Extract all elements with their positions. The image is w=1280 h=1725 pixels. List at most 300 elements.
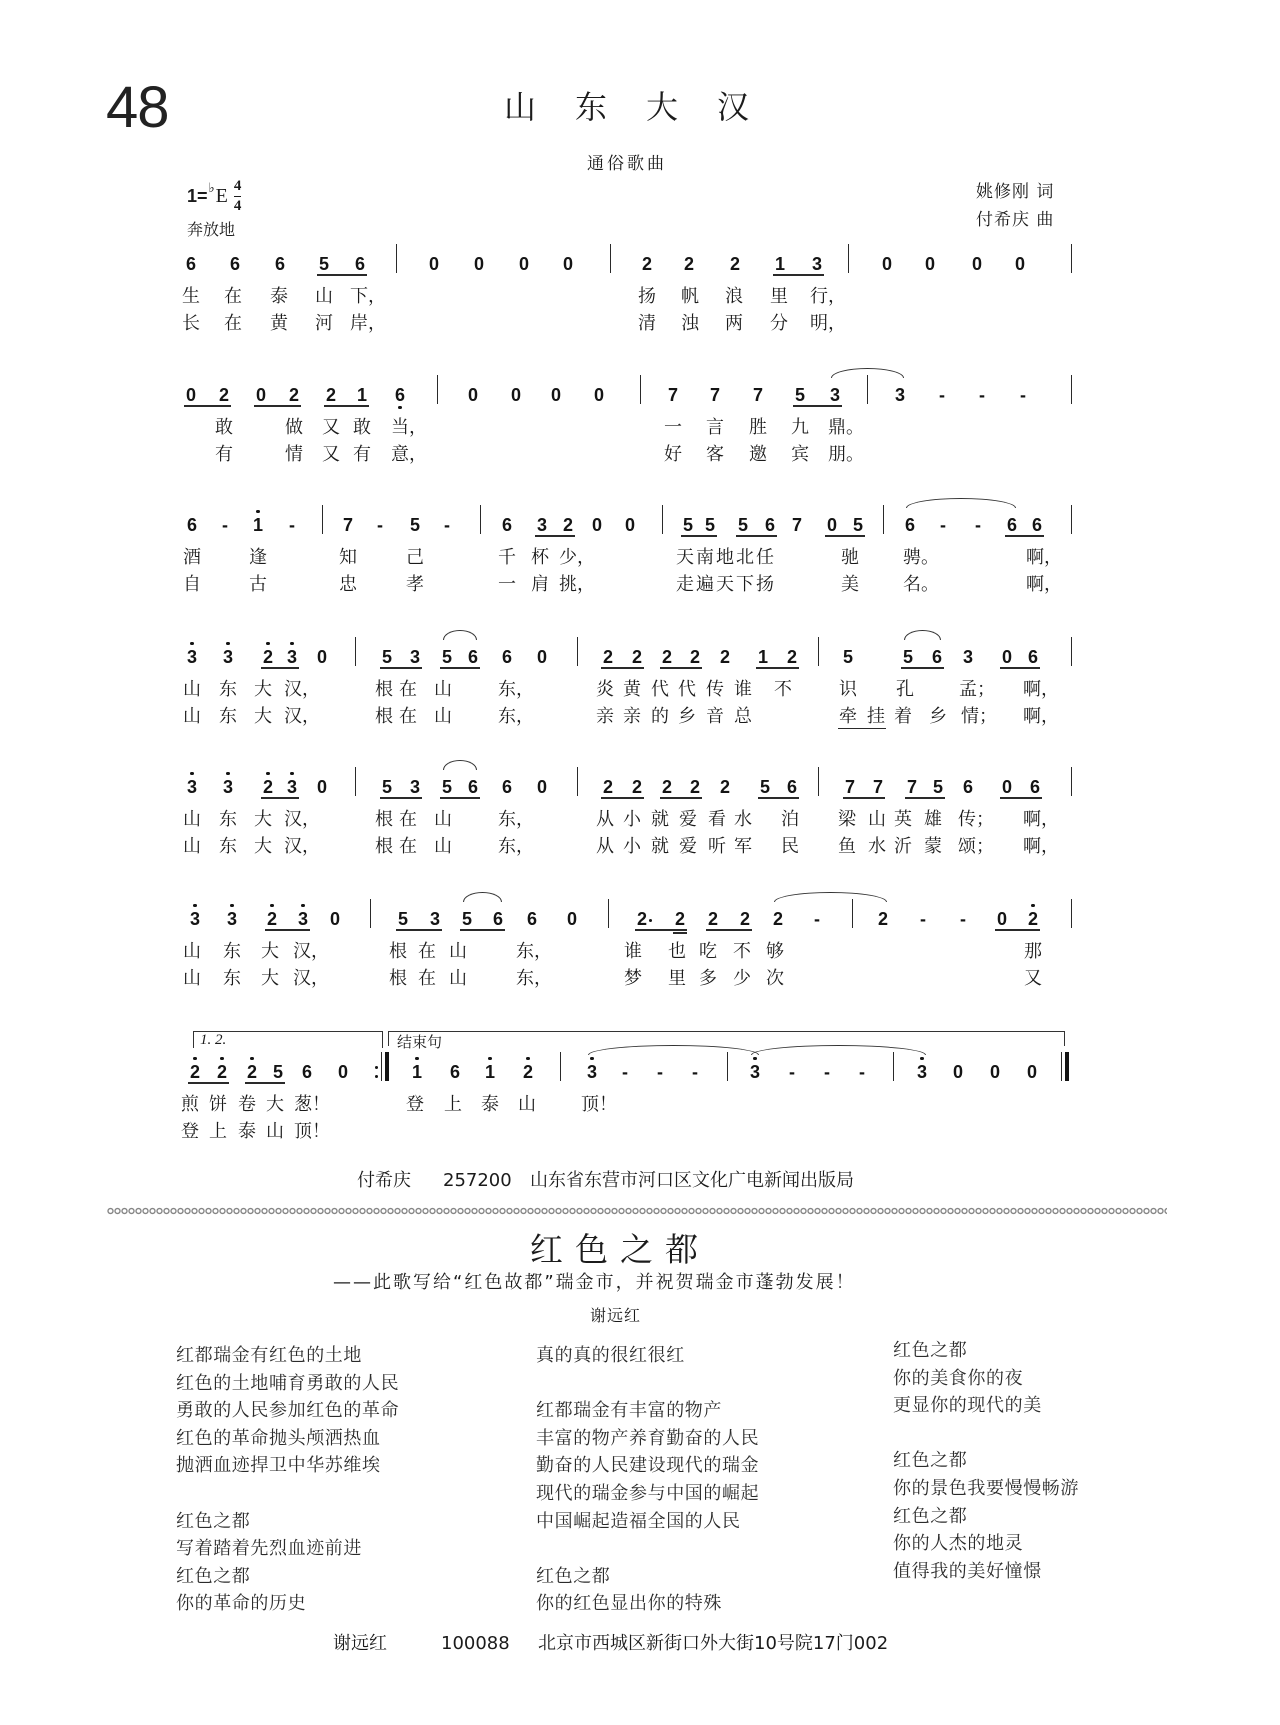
barline xyxy=(1071,244,1072,273)
lyric-syllable: 名。 xyxy=(903,574,939,595)
note: 3 xyxy=(186,647,197,667)
extension-dash: - xyxy=(960,909,966,929)
lyric-syllable: 遍 xyxy=(696,574,714,595)
rest: 0 xyxy=(826,515,837,535)
note: 7 xyxy=(906,777,917,797)
lyric-syllable: 情 xyxy=(285,444,303,465)
beam-underline xyxy=(736,535,777,537)
lyric-syllable: 又 xyxy=(322,444,340,465)
lyric-syllable: 山 xyxy=(183,679,201,700)
slur-arc xyxy=(831,368,904,378)
lyric-syllable: 啊， xyxy=(1026,547,1062,568)
poem-line: 红色的土地哺育勇敢的人民 xyxy=(176,1372,400,1394)
barline xyxy=(1071,767,1072,796)
note: 2 xyxy=(719,647,730,667)
lyric-syllable: 扬 xyxy=(638,286,656,307)
octave-dot-above xyxy=(230,904,233,907)
poem-line: 你的美食你的夜 xyxy=(893,1367,1024,1389)
lyric-syllable: 黄 xyxy=(623,679,641,700)
lyric-syllable: 在 xyxy=(399,706,417,727)
note: 2 xyxy=(877,909,888,929)
lyric-syllable: 里 xyxy=(770,286,788,307)
lyric-syllable: 山 xyxy=(518,1094,536,1115)
octave-dot-above xyxy=(220,1057,223,1060)
lyric-syllable: 山 xyxy=(183,968,201,989)
lyric-syllable: 根 xyxy=(375,706,393,727)
note: 7 xyxy=(342,515,353,535)
note: 1 xyxy=(774,254,785,274)
lyric-syllable: 着 xyxy=(894,706,912,727)
lyricist-credit: 姚修刚 词 xyxy=(976,182,1055,202)
beam-underline xyxy=(261,667,299,669)
rest: 0 xyxy=(593,385,604,405)
beam-underline xyxy=(184,405,231,407)
note: 2 xyxy=(641,254,652,274)
lyric-syllable: 山 xyxy=(183,836,201,857)
poem-line: 红都瑞金有红色的土地 xyxy=(176,1345,362,1366)
note: 6 xyxy=(467,647,478,667)
rest: 0 xyxy=(591,515,602,535)
lyric-syllable: 代 xyxy=(651,679,669,700)
note: 6 xyxy=(526,909,537,929)
note: 2 xyxy=(786,647,797,667)
poem-line: 红都瑞金有丰富的物产 xyxy=(536,1400,722,1422)
lyric-syllable: 啊， xyxy=(1023,836,1059,857)
note: 6 xyxy=(492,909,503,929)
octave-dot-above xyxy=(190,772,193,775)
beam-underline xyxy=(380,667,422,669)
note: 5 xyxy=(441,647,452,667)
barline xyxy=(893,1052,894,1081)
lyric-syllable: 饼 xyxy=(209,1094,227,1115)
beam-underline xyxy=(254,405,301,407)
lyric-syllable: 传 xyxy=(706,679,724,700)
note: 5 xyxy=(737,515,748,535)
lyric-syllable: 从 xyxy=(596,809,614,830)
lyric-syllable: 梦 xyxy=(624,968,642,989)
beam-underline xyxy=(317,274,367,276)
slur-arc xyxy=(906,498,1016,508)
lyric-syllable: 小 xyxy=(623,809,641,830)
note: 3 xyxy=(286,777,297,797)
lyric-syllable: 代 xyxy=(678,679,696,700)
note: 5 xyxy=(842,647,853,667)
lyric-syllable: 己 xyxy=(406,547,424,568)
note: 5 xyxy=(704,515,715,535)
rest: 0 xyxy=(1026,1062,1037,1082)
lyric-syllable: 传； xyxy=(958,809,994,830)
extension-dash: - xyxy=(939,385,945,405)
poem-line: 你的人杰的地灵 xyxy=(893,1533,1024,1555)
poem-line: 红色之都 xyxy=(176,1510,251,1532)
lyric-syllable: 鼎。 xyxy=(828,417,864,438)
lyric-syllable: 走 xyxy=(676,574,694,595)
lyric-syllable: 言 xyxy=(706,417,724,438)
lyric-syllable: 生 xyxy=(182,286,200,307)
lyric-syllable: 天 xyxy=(676,547,694,568)
lyric-syllable: 知 xyxy=(339,547,357,568)
rest: 0 xyxy=(1014,254,1025,274)
lyric-syllable: 孔 xyxy=(896,679,914,700)
lyric-syllable: 山 xyxy=(449,941,467,962)
octave-dot-above xyxy=(415,1057,418,1060)
poem-line: 中国崛起造福全国的人民 xyxy=(536,1510,741,1532)
lyric-syllable: 敢 xyxy=(215,417,233,438)
lyric-syllable: 山 xyxy=(868,809,886,830)
poem-line: 你的红色显出你的特殊 xyxy=(536,1593,722,1615)
lyric-syllable: 炎 xyxy=(596,679,614,700)
extension-dash: - xyxy=(920,909,926,929)
lyric-syllable: 根 xyxy=(375,679,393,700)
lyric-syllable: 东， xyxy=(498,706,534,727)
note: 2 xyxy=(689,777,700,797)
lyric-syllable: 就 xyxy=(651,809,669,830)
poem-stanza-gap xyxy=(536,1370,759,1398)
note: 6 xyxy=(229,254,240,274)
lyric-syllable: 小 xyxy=(623,836,641,857)
lyric-syllable: 又 xyxy=(1024,968,1042,989)
note: 2 xyxy=(689,647,700,667)
poem-stanza-gap xyxy=(536,1535,759,1563)
note: 3 xyxy=(409,647,420,667)
lyric-syllable: 下， xyxy=(350,286,386,307)
lyric-syllable: 邀 xyxy=(749,444,767,465)
lyric-syllable: 听 xyxy=(708,836,726,857)
poem-line: 勤奋的人民建设现代的瑞金 xyxy=(536,1455,760,1477)
beam-underline xyxy=(324,405,369,407)
lyric-syllable: 英 xyxy=(894,809,912,830)
rest: 0 xyxy=(989,1062,1000,1082)
note: 6 xyxy=(394,385,405,405)
slur-arc xyxy=(588,1045,759,1055)
barline xyxy=(322,505,323,534)
note: 2 xyxy=(719,777,730,797)
poem-column-2 xyxy=(536,1342,759,1618)
note: 2 xyxy=(1027,909,1038,929)
lyric-syllable: 根 xyxy=(375,836,393,857)
octave-dot-above xyxy=(301,904,304,907)
lyric-syllable: 长 xyxy=(182,313,200,334)
extension-dash: - xyxy=(377,515,383,535)
beam-underline xyxy=(440,797,480,799)
section-divider xyxy=(107,1207,1167,1215)
barline xyxy=(381,1052,382,1081)
octave-dot-above xyxy=(266,772,269,775)
extension-dash: - xyxy=(289,515,295,535)
note: 5 xyxy=(794,385,805,405)
octave-dot-above xyxy=(250,1057,253,1060)
lyric-underline xyxy=(838,728,886,729)
lyric-syllable: 那 xyxy=(1024,941,1042,962)
lyric-syllable: 帆 xyxy=(681,286,699,307)
lyric-syllable: 上 xyxy=(444,1094,462,1115)
lyric-syllable: 泰 xyxy=(481,1094,499,1115)
lyric-syllable: 在 xyxy=(418,968,436,989)
lyric-syllable: 大 xyxy=(266,1094,284,1115)
lyric-syllable: 好 xyxy=(664,444,682,465)
note: 2 xyxy=(216,1062,227,1082)
lyric-syllable: 敢 xyxy=(353,417,371,438)
lyric-syllable: 大 xyxy=(261,941,279,962)
octave-dot-above xyxy=(226,642,229,645)
extension-dash: - xyxy=(657,1062,663,1082)
lyric-syllable: 上 xyxy=(209,1121,227,1142)
lyric-syllable: 东 xyxy=(219,679,237,700)
lyric-syllable: 根 xyxy=(389,968,407,989)
note: 6 xyxy=(501,647,512,667)
poem-line: 红色之都 xyxy=(893,1505,968,1527)
poem-line: 写着踏着先烈血迹前进 xyxy=(176,1538,362,1560)
note: 5 xyxy=(381,777,392,797)
barline xyxy=(818,767,819,796)
extension-dash: - xyxy=(859,1062,865,1082)
beam-underline xyxy=(245,1082,285,1084)
final-barline-thin xyxy=(1061,1052,1062,1081)
lyric-syllable: 大 xyxy=(254,809,272,830)
poem-subtitle: ——此歌写给“红色故都”瑞金市，并祝贺瑞金市蓬勃发展！ xyxy=(333,1272,856,1293)
note: 2 xyxy=(602,647,613,667)
lyric-syllable: 东 xyxy=(219,706,237,727)
lyric-syllable: 谁 xyxy=(624,941,642,962)
poem-column-3 xyxy=(893,1337,1079,1585)
note: 5 xyxy=(272,1062,283,1082)
note: 5 xyxy=(852,515,863,535)
barline xyxy=(370,899,371,928)
lyric-syllable: 汉， xyxy=(284,706,320,727)
rest: 0 xyxy=(428,254,439,274)
barline xyxy=(355,767,356,796)
barline xyxy=(608,899,609,928)
lyric-syllable: 浊 xyxy=(681,313,699,334)
barline-thick xyxy=(385,1052,389,1081)
note: 6 xyxy=(764,515,775,535)
barline xyxy=(818,637,819,666)
lyric-syllable: 汉， xyxy=(284,809,320,830)
lyric-syllable: 山 xyxy=(183,809,201,830)
poem-title: 红色之都 xyxy=(530,1230,710,1269)
lyric-syllable: 识 xyxy=(839,679,857,700)
poem-line: 红色之都 xyxy=(893,1450,968,1472)
barline xyxy=(610,244,611,273)
lyric-syllable: 少 xyxy=(733,968,751,989)
rest: 0 xyxy=(566,909,577,929)
note: 7 xyxy=(667,385,678,405)
barline xyxy=(1071,375,1072,404)
lyric-syllable: 东 xyxy=(219,809,237,830)
beam-underline xyxy=(843,797,885,799)
note: 2 xyxy=(631,777,642,797)
flat-icon: ♭ xyxy=(208,180,215,196)
note: 5 xyxy=(461,909,472,929)
repeat-dot xyxy=(375,1066,378,1069)
lyric-syllable: 山 xyxy=(434,679,452,700)
lyric-syllable: 意， xyxy=(391,444,427,465)
lyric-syllable: 扬 xyxy=(756,574,774,595)
beam-underline xyxy=(460,929,505,931)
lyric-syllable: 多 xyxy=(699,968,717,989)
lyric-syllable: 里 xyxy=(668,968,686,989)
lyric-syllable: 客 xyxy=(706,444,724,465)
lyric-syllable: 东 xyxy=(223,968,241,989)
note: 7 xyxy=(709,385,720,405)
lyric-syllable: 亲 xyxy=(596,706,614,727)
lyric-syllable: 登 xyxy=(406,1094,424,1115)
note: 2 xyxy=(661,647,672,667)
octave-dot-above xyxy=(193,904,196,907)
barline xyxy=(640,375,641,404)
slur-arc xyxy=(463,892,502,902)
note: 5 xyxy=(682,515,693,535)
extension-dash: - xyxy=(222,515,228,535)
note: 3 xyxy=(894,385,905,405)
lyric-syllable: 啊， xyxy=(1023,706,1059,727)
lyric-syllable: 泰 xyxy=(270,286,288,307)
lyric-syllable: 水 xyxy=(868,836,886,857)
lyric-syllable: 分 xyxy=(770,313,788,334)
note: 1 xyxy=(411,1062,422,1082)
lyric-syllable: 汉， xyxy=(284,836,320,857)
lyric-syllable: 山 xyxy=(434,809,452,830)
lyric-syllable: 千 xyxy=(498,547,516,568)
poem-line: 勇敢的人民参加红色的革命 xyxy=(176,1400,400,1422)
lyric-syllable: 根 xyxy=(375,809,393,830)
note: 6 xyxy=(1006,515,1017,535)
note: 6 xyxy=(501,777,512,797)
contact-address: 山东省东营市河口区文化广电新闻出版局 xyxy=(530,1170,854,1191)
key-do-label: 1= xyxy=(187,186,208,206)
lyric-syllable: 牵 xyxy=(839,706,857,727)
lyric-syllable: 行， xyxy=(810,286,846,307)
rest: 0 xyxy=(337,1062,348,1082)
poem-line: 丰富的物产养育勤奋的人民 xyxy=(536,1427,760,1449)
note: 6 xyxy=(1031,515,1042,535)
note: 2 xyxy=(772,909,783,929)
barline xyxy=(577,637,578,666)
volta-bracket-final-ending xyxy=(388,1031,1065,1051)
rest: 0 xyxy=(510,385,521,405)
rest: 0 xyxy=(536,647,547,667)
note: 5 xyxy=(381,647,392,667)
barline xyxy=(560,1052,561,1081)
barline xyxy=(396,244,397,273)
lyric-syllable: 煎 xyxy=(181,1094,199,1115)
contact-postcode: 257200 xyxy=(443,1170,512,1191)
lyric-syllable: 东， xyxy=(516,941,552,962)
lyric-syllable: 泰 xyxy=(238,1121,256,1142)
lyric-syllable: 鱼 xyxy=(838,836,856,857)
lyric-syllable: 大 xyxy=(254,706,272,727)
note: 2 xyxy=(636,909,647,929)
lyric-syllable: 水 xyxy=(734,809,752,830)
lyric-syllable: 山 xyxy=(449,968,467,989)
lyric-syllable: 又 xyxy=(322,417,340,438)
note: 1 xyxy=(252,515,263,535)
contact-name: 付希庆 xyxy=(357,1170,411,1191)
lyric-syllable: 大 xyxy=(254,836,272,857)
note: 2 xyxy=(562,515,573,535)
barline xyxy=(727,1052,728,1081)
lyric-syllable: 驰 xyxy=(841,547,859,568)
lyric-syllable: 忠 xyxy=(339,574,357,595)
lyric-syllable: 明， xyxy=(810,313,846,334)
lyric-syllable: 在 xyxy=(399,809,417,830)
barline xyxy=(1071,899,1072,928)
lyric-syllable: 有 xyxy=(215,444,233,465)
extension-dash: - xyxy=(444,515,450,535)
lyric-syllable: 浪 xyxy=(725,286,743,307)
barline xyxy=(662,505,663,534)
poem-stanza-gap xyxy=(176,1480,399,1508)
lyric-syllable: 宾 xyxy=(791,444,809,465)
note: 3 xyxy=(749,1062,760,1082)
rest: 0 xyxy=(518,254,529,274)
lyric-syllable: 就 xyxy=(651,836,669,857)
rest: 0 xyxy=(550,385,561,405)
note: 7 xyxy=(844,777,855,797)
poem-stanza-gap xyxy=(893,1420,1079,1448)
lyric-syllable: 在 xyxy=(418,941,436,962)
composer-credit: 付希庆 曲 xyxy=(976,210,1055,230)
extension-dash: - xyxy=(975,515,981,535)
poem-line: 值得我的美好憧憬 xyxy=(893,1560,1042,1582)
note: 2 xyxy=(661,777,672,797)
note: 6 xyxy=(185,254,196,274)
poem-line: 现代的瑞金参与中国的崛起 xyxy=(536,1482,760,1504)
note: 6 xyxy=(274,254,285,274)
poem-line: 更显你的现代的美 xyxy=(893,1395,1042,1417)
note: 3 xyxy=(536,515,547,535)
poem-line: 红色的革命抛头颅洒热血 xyxy=(176,1427,381,1449)
lyric-syllable: 东， xyxy=(498,679,534,700)
lyric-syllable: 做 xyxy=(285,417,303,438)
lyric-syllable: 雄 xyxy=(924,809,942,830)
lyric-syllable: 顶！ xyxy=(294,1121,330,1142)
note: 2 xyxy=(674,909,685,929)
beam-underline xyxy=(756,667,799,669)
lyric-syllable: 沂 xyxy=(894,836,912,857)
barline xyxy=(480,505,481,534)
note: 2 xyxy=(522,1062,533,1082)
rest: 0 xyxy=(316,647,327,667)
note: 6 xyxy=(186,515,197,535)
lyric-syllable: 民 xyxy=(781,836,799,857)
lyric-syllable: 大 xyxy=(261,968,279,989)
rest: 0 xyxy=(536,777,547,797)
lyric-syllable: 古 xyxy=(249,574,267,595)
beam-underline xyxy=(601,797,644,799)
note: 3 xyxy=(226,909,237,929)
note: 6 xyxy=(904,515,915,535)
lyric-syllable: 有 xyxy=(353,444,371,465)
beam-underline xyxy=(793,405,842,407)
barline xyxy=(883,505,884,534)
note: 2 xyxy=(189,1062,200,1082)
note: 2 xyxy=(631,647,642,667)
note: 3 xyxy=(409,777,420,797)
lyric-syllable: 天 xyxy=(716,574,734,595)
rest: 0 xyxy=(467,385,478,405)
beam-underline xyxy=(1000,797,1042,799)
poem-line: 真的真的很红很红 xyxy=(536,1345,685,1366)
poem-column-1 xyxy=(176,1342,399,1618)
lyric-syllable: 够 xyxy=(766,941,784,962)
song-genre: 通俗歌曲 xyxy=(587,154,667,174)
lyric-syllable: 肩 xyxy=(531,574,549,595)
lyric-syllable: 清 xyxy=(638,313,656,334)
lyric-syllable: 东 xyxy=(223,941,241,962)
beam-underline xyxy=(188,1082,229,1084)
contact-address: 北京市西城区新街口外大街10号院17门002 xyxy=(538,1633,889,1654)
